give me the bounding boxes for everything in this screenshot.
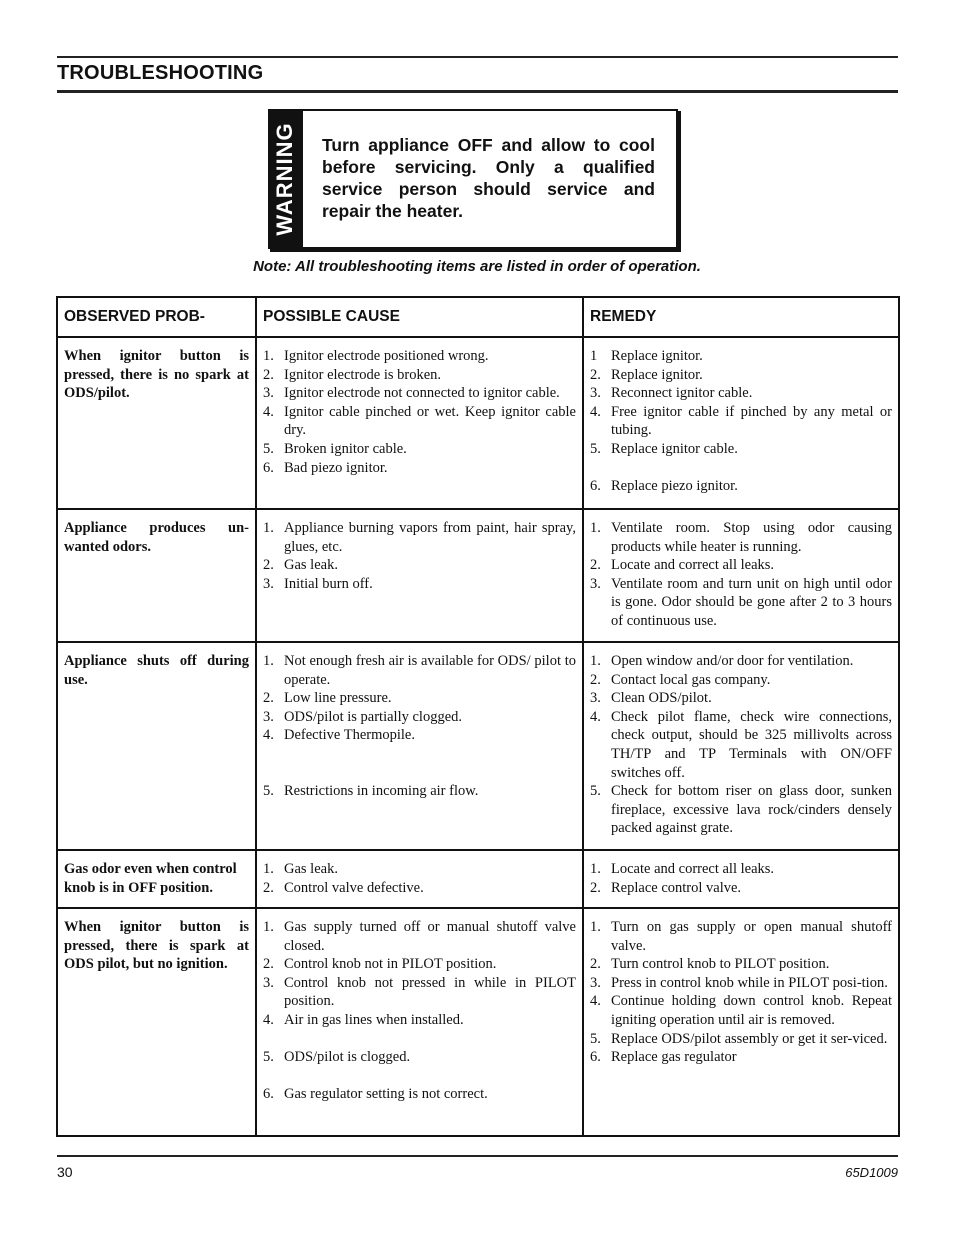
- list-item: [590, 671, 892, 690]
- item-text: Defective Thermopile.: [284, 727, 415, 744]
- item-number: 1.: [263, 520, 274, 536]
- item-text: Restrictions in incoming air flow.: [284, 782, 479, 799]
- item-text: Open window and/or door for ventilation.: [611, 653, 854, 669]
- item-number: 1.: [263, 348, 274, 364]
- item-number: 1.: [590, 919, 601, 935]
- page-number: 30: [57, 1164, 73, 1180]
- item-text: Broken ignitor cable.: [284, 440, 407, 457]
- item-text: ODS/pilot is partially clogged.: [284, 708, 463, 725]
- item-text: Initial burn off.: [284, 575, 373, 592]
- item-number: 3.: [590, 575, 601, 592]
- list-item: [590, 782, 892, 838]
- item-text: Appliance burning vapors from paint, hair spray, glues, etc.: [284, 520, 576, 555]
- list-item: [263, 652, 576, 689]
- observed-problem: When ignitor button is pressed, there is no spark at ODS/pilot.: [57, 337, 256, 509]
- item-number: 1.: [590, 861, 601, 877]
- item-text: Contact local gas company.: [611, 671, 771, 688]
- list-item: [263, 879, 576, 898]
- warning-shadow-right: [678, 111, 681, 252]
- item-number: 2.: [263, 690, 274, 707]
- header-observed-problem: OBSERVED PROB-: [57, 297, 256, 337]
- list-item: [263, 708, 576, 727]
- list-item: [590, 652, 892, 671]
- item-number: 5.: [590, 783, 601, 800]
- list-item: [263, 440, 576, 459]
- item-number: 5.: [263, 782, 274, 799]
- item-text: Free ignitor cable if pinched by any metal or tubing.: [611, 403, 892, 439]
- item-text: Ventilate room and turn unit on high until odor is gone. Odor should be gone after 2 to 3 hours of continuous use.: [611, 575, 892, 629]
- table-row: [57, 850, 899, 908]
- item-text: Replace gas regulator: [611, 1049, 737, 1066]
- item-number: 1.: [263, 653, 274, 669]
- list-item: [590, 992, 892, 1029]
- item-number: 1.: [590, 653, 601, 669]
- possible-causes: [256, 509, 583, 642]
- item-text: Replace ignitor.: [611, 348, 703, 364]
- item-text: Low line pressure.: [284, 690, 392, 707]
- item-text: Gas leak.: [284, 861, 338, 877]
- item-number: 1: [590, 348, 598, 364]
- warning-label: WARNING: [272, 122, 297, 236]
- list-item: [590, 1030, 892, 1049]
- item-number: 5.: [590, 440, 601, 457]
- item-number: 2.: [590, 956, 601, 973]
- troubleshooting-table: [56, 296, 900, 1137]
- item-text: Control valve defective.: [284, 879, 424, 896]
- item-number: 6.: [590, 1049, 601, 1066]
- item-text: Locate and correct all leaks.: [611, 861, 775, 877]
- list-item: [590, 918, 892, 955]
- possible-causes: [256, 642, 583, 850]
- item-text: Not enough fresh air is available for ODS/ pilot to operate.: [284, 653, 576, 688]
- item-number: 6.: [263, 459, 274, 476]
- item-text: Gas leak.: [284, 557, 338, 574]
- item-text: Turn on gas supply or open manual shutoff valve.: [611, 919, 892, 954]
- list-item: [263, 1011, 576, 1030]
- item-text: Ventilate room. Stop using odor causing products while heater is running.: [611, 520, 892, 555]
- item-number: 3.: [590, 385, 601, 402]
- item-text: Ignitor electrode is broken.: [284, 366, 442, 383]
- table-row: [57, 908, 899, 1136]
- item-number: 6.: [590, 478, 601, 495]
- item-number: 4.: [590, 993, 601, 1010]
- list-item: [263, 689, 576, 708]
- item-number: 5.: [263, 1049, 274, 1066]
- item-number: 1.: [263, 861, 274, 877]
- list-item: [590, 519, 892, 556]
- item-number: 1.: [263, 919, 274, 935]
- item-text: Ignitor electrode not connected to ignitor cable.: [284, 385, 560, 402]
- list-item: [590, 974, 892, 993]
- list-item: [263, 519, 576, 556]
- item-text: Replace ignitor.: [611, 366, 703, 383]
- item-number: 2.: [590, 557, 601, 574]
- table-row: [57, 509, 899, 642]
- item-text: ODS/pilot is clogged.: [284, 1049, 411, 1066]
- item-number: 4.: [590, 403, 601, 420]
- item-text: Check for bottom riser on glass door, sunken fireplace, excessive lava rock/cinders densely packed against grate.: [611, 783, 892, 837]
- list-item: [590, 1048, 892, 1067]
- item-text: Replace ODS/pilot assembly or get it ser-viced.: [611, 1030, 888, 1047]
- table-row: [57, 337, 899, 509]
- warning-shadow-bottom: [270, 249, 681, 252]
- item-text: Ignitor electrode positioned wrong.: [284, 348, 489, 364]
- item-text: Reconnect ignitor cable.: [611, 385, 753, 402]
- remedies: [583, 509, 899, 642]
- warning-text: Turn appliance OFF and allow to cool before servicing. Only a qualified service person should service and repair the heater.: [322, 135, 655, 221]
- item-text: Gas regulator setting is not correct.: [284, 1086, 488, 1103]
- list-item: [263, 918, 576, 955]
- item-number: 4.: [263, 727, 274, 744]
- document-id: 65D1009: [845, 1165, 898, 1180]
- item-number: 4.: [590, 708, 601, 725]
- list-item: [590, 879, 892, 898]
- item-number: 3.: [590, 974, 601, 991]
- list-item: [263, 575, 576, 594]
- item-text: Press in control knob while in PILOT posi-tion.: [611, 974, 888, 991]
- item-number: 2.: [590, 366, 601, 383]
- list-item: [590, 384, 892, 403]
- list-item: [263, 726, 576, 745]
- order-note: Note: All troubleshooting items are listed in order of operation.: [253, 258, 701, 275]
- item-number: 2.: [263, 956, 274, 973]
- item-text: Control knob not pressed in while in PILOT position.: [284, 974, 576, 1010]
- item-number: 2.: [590, 671, 601, 688]
- item-text: Check pilot flame, check wire connections, check output, should be 325 millivolts across TH/TP and TP Terminals with ON/OFF switches off.: [611, 708, 892, 781]
- list-item: [590, 708, 892, 782]
- item-text: Gas supply turned off or manual shutoff valve closed.: [284, 919, 576, 954]
- list-item: [590, 440, 892, 459]
- item-text: Continue holding down control knob. Repeat igniting operation until air is removed.: [611, 993, 892, 1028]
- item-number: 2.: [263, 879, 274, 896]
- list-item: [263, 955, 576, 974]
- observed-problem: Appliance shuts off during use.: [57, 642, 256, 850]
- item-number: 2.: [590, 879, 601, 896]
- list-item: [590, 403, 892, 440]
- table-header-row: [57, 297, 899, 337]
- item-text: Replace control valve.: [611, 879, 742, 896]
- remedies: [583, 337, 899, 509]
- list-item: [263, 1048, 576, 1067]
- header-remedy: REMEDY: [583, 297, 899, 337]
- remedies: [583, 850, 899, 908]
- footer-rule: [57, 1155, 898, 1157]
- item-text: Locate and correct all leaks.: [611, 557, 775, 574]
- list-item: [263, 860, 576, 879]
- list-item: [590, 366, 892, 385]
- item-text: Ignitor cable pinched or wet. Keep ignitor cable dry.: [284, 403, 576, 439]
- item-number: 5.: [263, 440, 274, 457]
- item-number: 1.: [590, 520, 601, 536]
- item-number: 4.: [263, 1011, 274, 1028]
- observed-problem: Gas odor even when control knob is in OFF position.: [57, 850, 256, 908]
- list-item: [263, 1085, 576, 1104]
- item-text: Turn control knob to PILOT position.: [611, 956, 830, 973]
- item-number: 3.: [590, 690, 601, 707]
- remedies: [583, 908, 899, 1136]
- list-item: [263, 403, 576, 440]
- title-rule: [57, 90, 898, 93]
- observed-problem: When ignitor button is pressed, there is spark at ODS pilot, but no ignition.: [57, 908, 256, 1136]
- list-item: [263, 459, 576, 478]
- item-text: Replace ignitor cable.: [611, 440, 738, 457]
- item-text: Control knob not in PILOT position.: [284, 956, 497, 973]
- possible-causes: [256, 908, 583, 1136]
- possible-causes: [256, 850, 583, 908]
- section-title: TROUBLESHOOTING: [57, 62, 264, 84]
- item-text: Air in gas lines when installed.: [284, 1011, 464, 1028]
- item-number: 3.: [263, 708, 274, 725]
- list-item: [263, 384, 576, 403]
- item-number: 5.: [590, 1030, 601, 1047]
- list-item: [590, 860, 892, 879]
- list-item: [263, 347, 576, 366]
- item-number: 3.: [263, 974, 274, 991]
- list-item: [263, 974, 576, 1011]
- table-row: [57, 642, 899, 850]
- list-item: [590, 955, 892, 974]
- remedies: [583, 642, 899, 850]
- item-number: 4.: [263, 403, 274, 420]
- list-item: [590, 575, 892, 631]
- item-number: 3.: [263, 575, 274, 592]
- list-item: [590, 556, 892, 575]
- list-item: [263, 782, 576, 801]
- list-item: [263, 366, 576, 385]
- list-item: [263, 556, 576, 575]
- possible-causes: [256, 337, 583, 509]
- list-item: [590, 347, 892, 366]
- item-text: Bad piezo ignitor.: [284, 459, 388, 476]
- item-text: Replace piezo ignitor.: [611, 478, 738, 495]
- item-text: Clean ODS/pilot.: [611, 690, 712, 707]
- list-item: [590, 689, 892, 708]
- item-number: 6.: [263, 1086, 274, 1103]
- item-number: 3.: [263, 385, 274, 402]
- top-rule: [57, 56, 898, 58]
- observed-problem: Appliance produces un-wanted odors.: [57, 509, 256, 642]
- list-item: [590, 477, 892, 496]
- item-number: 2.: [263, 557, 274, 574]
- item-number: 2.: [263, 366, 274, 383]
- header-possible-cause: POSSIBLE CAUSE: [256, 297, 583, 337]
